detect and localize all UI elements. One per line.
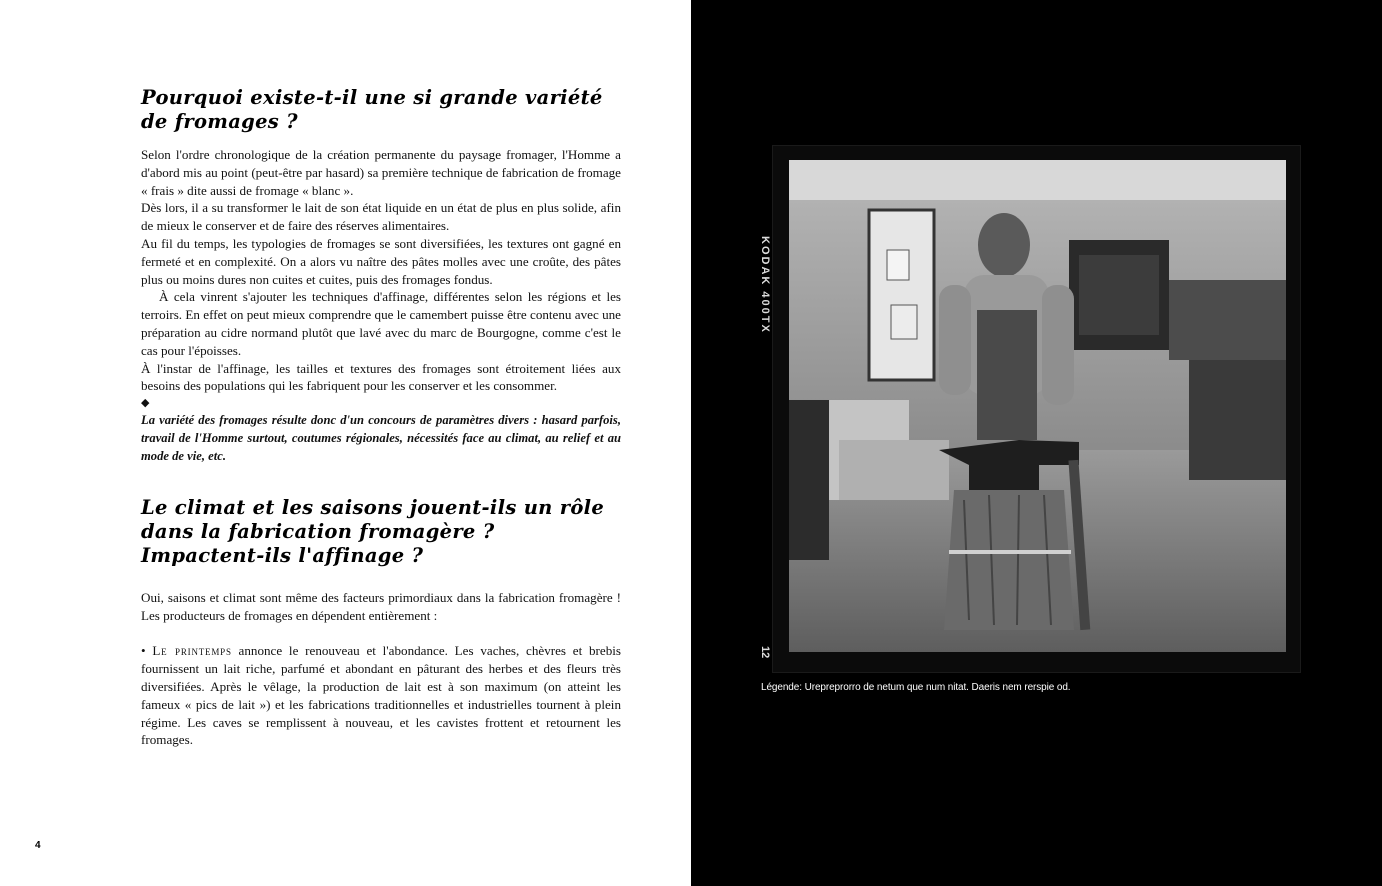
section-1-title-line-2: de fromages ? <box>141 110 298 133</box>
workshop-photo <box>789 160 1286 652</box>
section-2-title-line-2: dans la fabrication fromagère ? <box>141 520 495 543</box>
spring-text: annonce le renouveau et l'abondance. Les vaches, chèvres et brebis fournissent un lait riche, parfumé et abondant en pâturant des herbes et des fleurs très diversifiées. Après le vêlage, la production de lait est à son maximum (on atteint les fameux « pics de lait ») et les fabrications traditionnelles et industrielles tournent à plein régime. Les caves se remplissent à nouveau, et les cavistes frottent et retournent les fromages. <box>141 643 621 748</box>
right-page <box>691 0 1382 886</box>
section-1-body <box>141 146 621 466</box>
film-edge-number: 12 <box>759 646 771 659</box>
photo-caption: Légende: Urepreprorro de netum que num nitat. Daeris nem rerspie od. <box>761 682 1071 693</box>
photo-frame <box>759 145 1301 673</box>
bullet-icon: • <box>141 643 146 659</box>
page-number: 4 <box>35 840 41 851</box>
paragraph-3: Au fil du temps, les typologies de fromages se sont diversifiées, les textures ont gagné en fermeté et en complexité. On a alors vu naître des pâtes molles avec une croûte, des pâtes plus ou moins dures non cuites et cuites, puis des fromages fondus. <box>141 235 621 287</box>
section-1 <box>141 86 621 134</box>
spring-paragraph <box>141 642 621 749</box>
section-2-body <box>141 589 621 749</box>
section-2 <box>141 496 621 568</box>
blacksmith-photo-illustration <box>789 160 1286 652</box>
section-1-title <box>141 86 621 134</box>
paragraph-1: Selon l'ordre chronologique de la création permanente du paysage fromager, l'Homme a d'abord mis au point (peut-être par hasard) sa première technique de fabrication de fromage « frais » dite aussi de fromage « blanc ». <box>141 147 621 198</box>
section-2-title-line-1: Le climat et les saisons jouent-ils un rôle <box>141 496 605 519</box>
paragraph-2: Dès lors, il a su transformer le lait de son état liquide en un état de plus en plus solide, afin de mieux le conserver et de faire des réserves alimentaires. <box>141 200 621 234</box>
section-2-intro: Oui, saisons et climat sont même des facteurs primordiaux dans la fabrication fromagère ! Les producteurs de fromages en dépendent entièrement : <box>141 590 621 623</box>
section-2-title <box>141 496 621 568</box>
paragraph-4: À cela vinrent s'ajouter les techniques d'affinage, différentes selon les régions et les terroirs. En effet on peut mieux comprendre que le camembert puisse être contenu avec une préparation au cidre normand plutôt que lavé avec du marc de Bourgogne, comme c'est le cas pour l'époisses. <box>141 289 621 358</box>
diamond-ornament-icon: ◆ <box>141 397 150 410</box>
conclusion-text: La variété des fromages résulte donc d'un concours de paramètres divers : hasard parfois, travail de l'Homme surtout, coutumes régionales, nécessités face au climat, au relief et au mode de vie, etc. <box>141 413 621 463</box>
paragraph-5: À l'instar de l'affinage, les tailles et textures des fromages sont étroitement liées aux besoins des populations qui les fabriquent pour les conserver et les consommer. <box>141 360 621 394</box>
section-1-title-line-1: Pourquoi existe-t-il une si grande variété <box>141 86 603 109</box>
section-2-title-line-3: Impactent-ils l'affinage ? <box>141 544 424 567</box>
film-edge-text: KODAK 400TX <box>759 236 771 334</box>
spring-label: Le printemps <box>152 643 232 659</box>
